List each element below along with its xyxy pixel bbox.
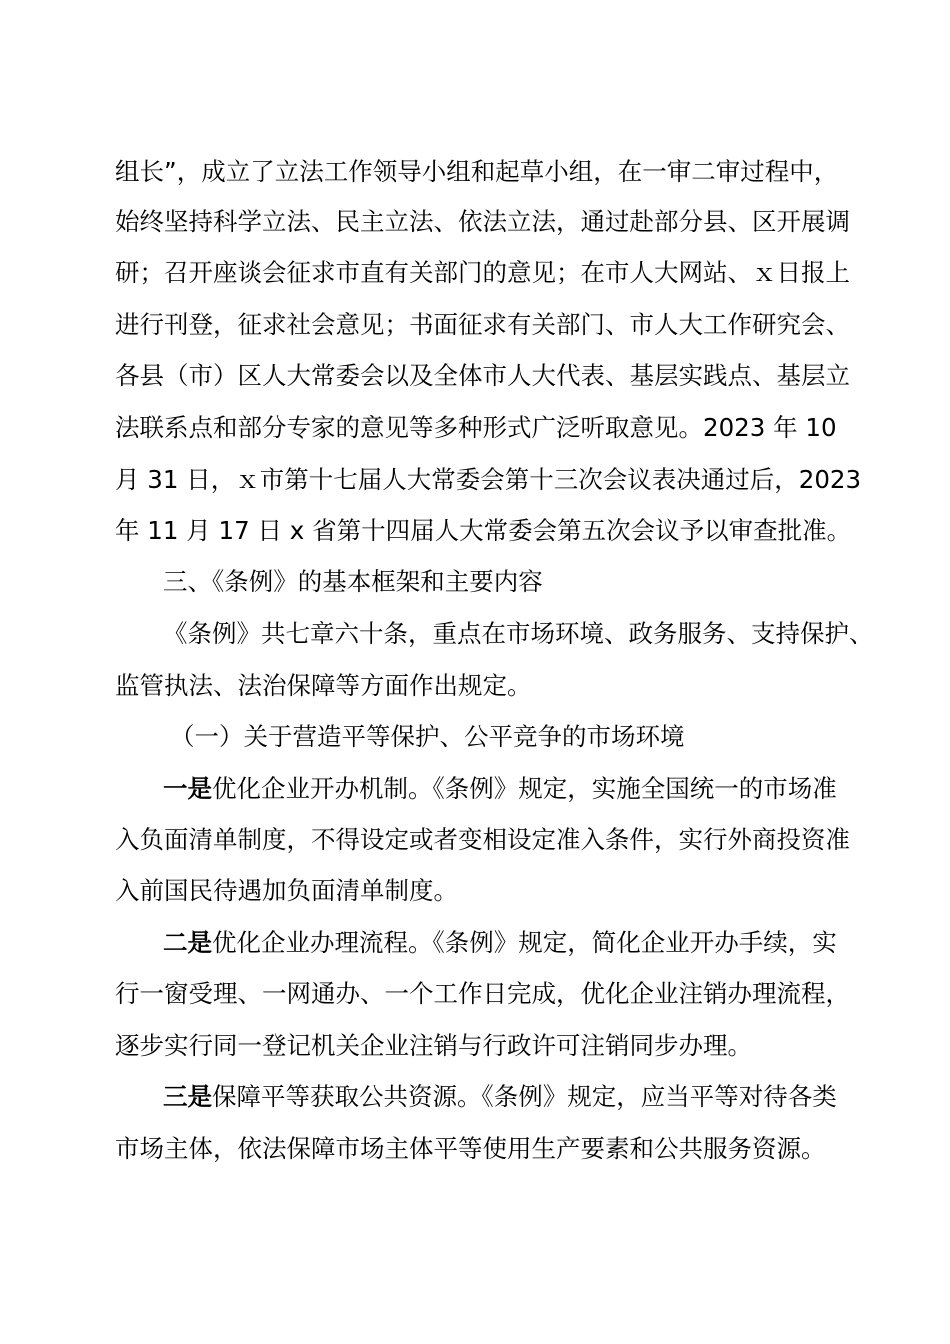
text-line: 入前国民待遇加负面清单制度。 xyxy=(115,876,458,905)
section-heading: 三、《条例》的基本框架和主要内容 xyxy=(163,567,543,596)
text-line: 进行刊登，征求社会意见；书面征求有关部门、市人大工作研究会、 xyxy=(115,310,850,339)
text-line: 研；召开座谈会征求市直有关部门的意见；在市人大网站、ｘ日报上 xyxy=(115,258,850,287)
item-lead: 一是 xyxy=(163,774,212,803)
item-first-line xyxy=(163,769,875,809)
item-text: 保障平等获取公共资源。《条例》规定，应当平等对待各类 xyxy=(212,1082,837,1111)
text-line: 年 11 月 17 日 x 省第十四届人大常委会第五次会议予以审查批准。 xyxy=(115,516,852,545)
item-text: 优化企业开办机制。《条例》规定，实施全国统一的市场准 xyxy=(212,774,837,803)
text-line: 市场主体，依法保障市场主体平等使用生产要素和公共服务资源。 xyxy=(115,1134,826,1163)
text-line: 入负面清单制度，不得设定或者变相设定准入条件，实行外商投资准 xyxy=(115,825,850,854)
text-line: 法联系点和部分专家的意见等多种形式广泛听取意见。2023 年 10 xyxy=(115,413,837,442)
text-line: 各县（市）区人大常委会以及全体市人大代表、基层实践点、基层立 xyxy=(115,361,850,390)
text-line: 始终坚持科学立法、民主立法、依法立法，通过赴部分县、区开展调 xyxy=(115,207,850,236)
item-first-line xyxy=(163,1077,875,1117)
text-line: 《条例》共七章六十条，重点在市场环境、政务服务、支持保护、 xyxy=(163,619,874,648)
text-line: 月 31 日，ｘ市第十七届人大常委会第十三次会议表决通过后，2023 xyxy=(115,465,862,494)
subsection-heading: （一）关于营造平等保护、公平竞争的市场环境 xyxy=(170,722,685,751)
text-line: 组长”，成立了立法工作领导小组和起草小组，在一审二审过程中， xyxy=(115,157,839,186)
item-text: 优化企业办理流程。《条例》规定，简化企业开办手续，实 xyxy=(212,928,837,957)
item-lead: 二是 xyxy=(163,928,212,957)
item-first-line xyxy=(163,923,875,963)
text-line: 逐步实行同一登记机关企业注销与行政许可注销同步办理。 xyxy=(115,1031,752,1060)
item-lead: 三是 xyxy=(163,1082,212,1111)
text-line: 行一窗受理、一网通办、一个工作日完成，优化企业注销办理流程， xyxy=(115,979,850,1008)
text-line: 监管执法、法治保障等方面作出规定。 xyxy=(115,671,532,700)
